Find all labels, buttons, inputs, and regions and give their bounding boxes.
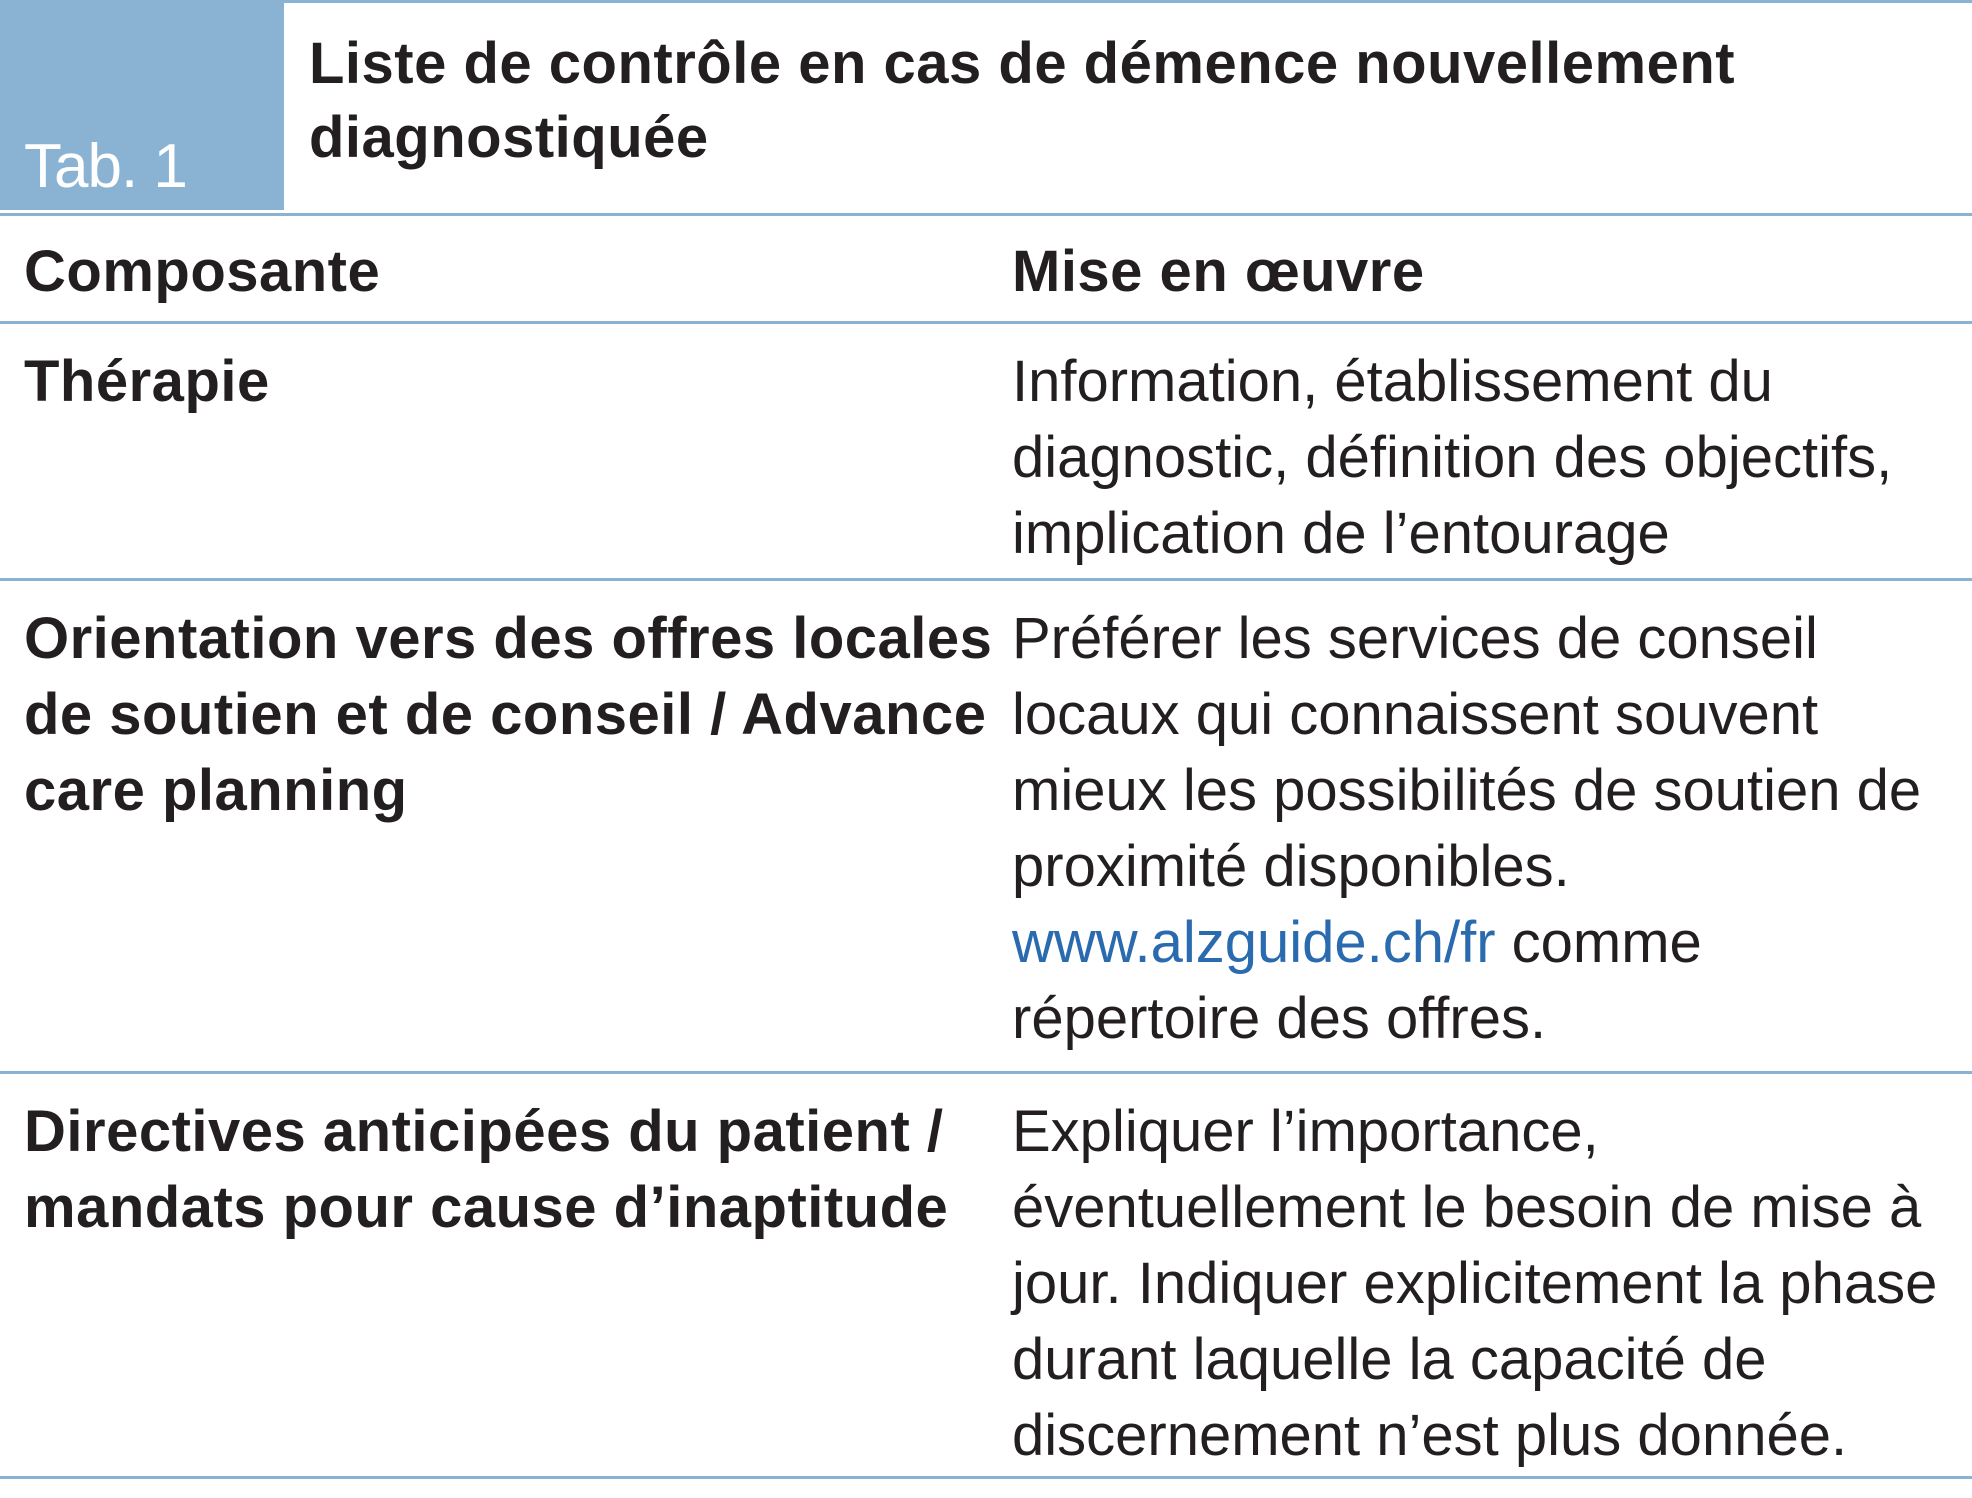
row-implementation	[1012, 601, 1962, 1057]
table-number-badge	[0, 3, 284, 210]
table-row	[0, 1074, 1972, 1479]
row-component: Directives anticipées du patient / mandats pour cause d’inaptitude	[24, 1099, 949, 1240]
table-number: Tab. 1	[24, 132, 187, 201]
row-implementation: Expliquer l’importance, éventuellement le besoin de mise à jour. Indiquer explicitement la phase durant laquelle la capacité de discernement n’est plus donnée.	[1012, 1099, 1938, 1468]
row-implementation-tail: comme répertoire des offres.	[1012, 910, 1702, 1051]
alzguide-link[interactable]: www.alzguide.ch/fr	[1012, 910, 1496, 975]
table-row	[0, 324, 1972, 581]
column-header-composante: Composante	[24, 239, 381, 304]
table-title: Liste de contrôle en cas de démence nouvellement diagnostiquée	[309, 31, 1736, 170]
column-header-mise-en-oeuvre: Mise en œuvre	[1012, 239, 1425, 304]
table-header	[0, 0, 1972, 213]
column-header-row	[0, 213, 1972, 324]
row-component: Thérapie	[24, 349, 270, 414]
row-component: Orientation vers des offres locales de soutien et de conseil / Advance care planning	[24, 606, 993, 823]
row-implementation-text: Préférer les services de conseil locaux qui connaissent souvent mieux les possibilités de soutien de proximité disponibles.	[1012, 606, 1922, 899]
row-implementation: Information, établissement du diagnostic, définition des objectifs, implication de l’entourage	[1012, 349, 1893, 566]
table-row	[0, 581, 1972, 1074]
